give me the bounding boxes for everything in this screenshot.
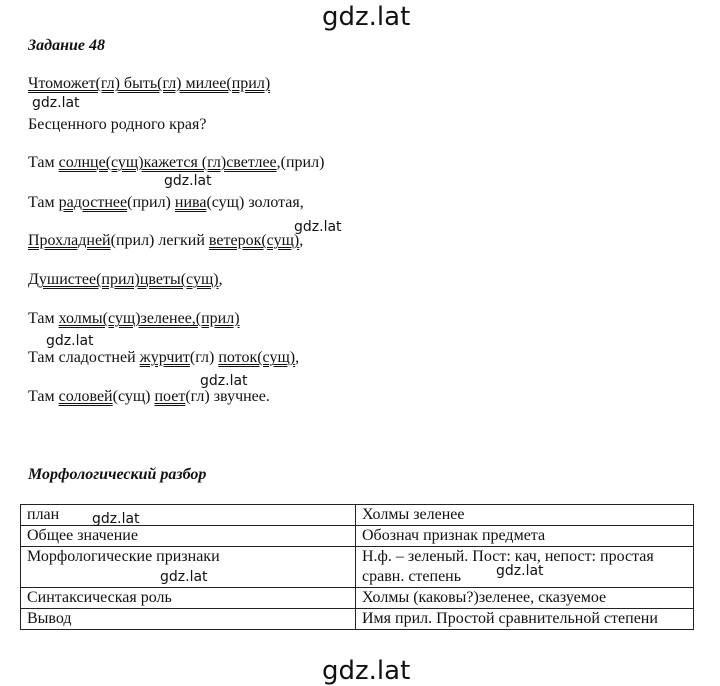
table-cell-value: Холмы (каковы?)зеленее, сказуемое (356, 588, 694, 609)
watermark-small: gdz.lat (92, 511, 140, 527)
table-row (21, 547, 694, 588)
watermark-small: gdz.lat (46, 333, 94, 349)
table-cell-label: Морфологические признаки (21, 547, 356, 588)
text-segment: Там (28, 388, 59, 405)
underlined-word: Прохладней (28, 232, 111, 249)
table-row (21, 526, 694, 547)
text-segment: Там (28, 194, 59, 211)
text-segment: Там (28, 310, 59, 327)
text-segment: (прил) (127, 194, 175, 211)
watermark-bottom: gdz.lat (322, 656, 411, 686)
poem-line (28, 153, 324, 173)
text-segment: , (295, 349, 300, 366)
watermark-small: gdz.lat (294, 219, 342, 235)
text-segment: (гл) звучнее. (185, 388, 270, 405)
text-segment: (сущ) (112, 388, 155, 405)
task-title: Задание 48 (28, 37, 105, 54)
text-segment: (сущ) золотая, (206, 194, 304, 211)
underlined-word: Душистее(прил)цветы(сущ) (28, 271, 219, 288)
poem-line (28, 115, 206, 135)
text-segment: (гл) (189, 349, 219, 366)
text-segment: ,(прил) (276, 154, 325, 171)
underlined-word: радостнее (58, 194, 128, 211)
watermark-top: gdz.lat (322, 2, 411, 32)
text-segment: , (218, 271, 223, 288)
underlined-word: нива (174, 194, 207, 211)
watermark-small: gdz.lat (496, 563, 544, 579)
table-cell-label: план (21, 505, 356, 526)
watermark-small: gdz.lat (164, 173, 212, 189)
text-segment: Там (28, 154, 59, 171)
text-segment: Там сладостней (28, 349, 140, 366)
underlined-word: поет (154, 388, 186, 405)
poem-line (28, 270, 223, 290)
watermark-small: gdz.lat (160, 569, 208, 585)
text-segment: , (299, 232, 304, 249)
table-row (21, 588, 694, 609)
poem-line (28, 348, 299, 368)
poem-line (28, 74, 270, 94)
poem-line (28, 193, 304, 213)
table-cell-value: Обознач признак предмета (356, 526, 694, 547)
watermark-small: gdz.lat (32, 95, 80, 111)
underlined-word: холмы(сущ)зеленее,(прил) (58, 310, 240, 327)
table-cell-label: Синтаксическая роль (21, 588, 356, 609)
underlined-word: журчит (139, 349, 190, 366)
underlined-word: солнце(сущ) (58, 154, 144, 171)
underlined-word: соловей (58, 388, 113, 405)
poem-line (28, 309, 240, 329)
table-cell-value: Холмы зеленее (356, 505, 694, 526)
morph-title: Морфологический разбор (28, 466, 207, 483)
table-cell-label: Общее значение (21, 526, 356, 547)
text-segment: Бесценного родного края? (28, 116, 207, 133)
text-segment: (прил) легкий (110, 232, 209, 249)
table-row (21, 609, 694, 630)
underlined-word: Чтоможет(гл) быть(гл) милее(прил) (28, 75, 271, 92)
poem-line (28, 387, 270, 407)
underlined-word: ветерок(сущ) (208, 232, 300, 249)
underlined-word: поток(сущ) (218, 349, 296, 366)
underlined-word: кажется (гл) (143, 154, 227, 171)
table-cell-value: Н.ф. – зеленый. Пост: кач, непост: простая сравн. степень (356, 547, 694, 588)
table-cell-label: Вывод (21, 609, 356, 630)
underlined-word: светлее (226, 154, 277, 171)
table-cell-value: Имя прил. Простой сравнительной степени (356, 609, 694, 630)
poem-line (28, 231, 303, 251)
watermark-small: gdz.lat (200, 373, 248, 389)
